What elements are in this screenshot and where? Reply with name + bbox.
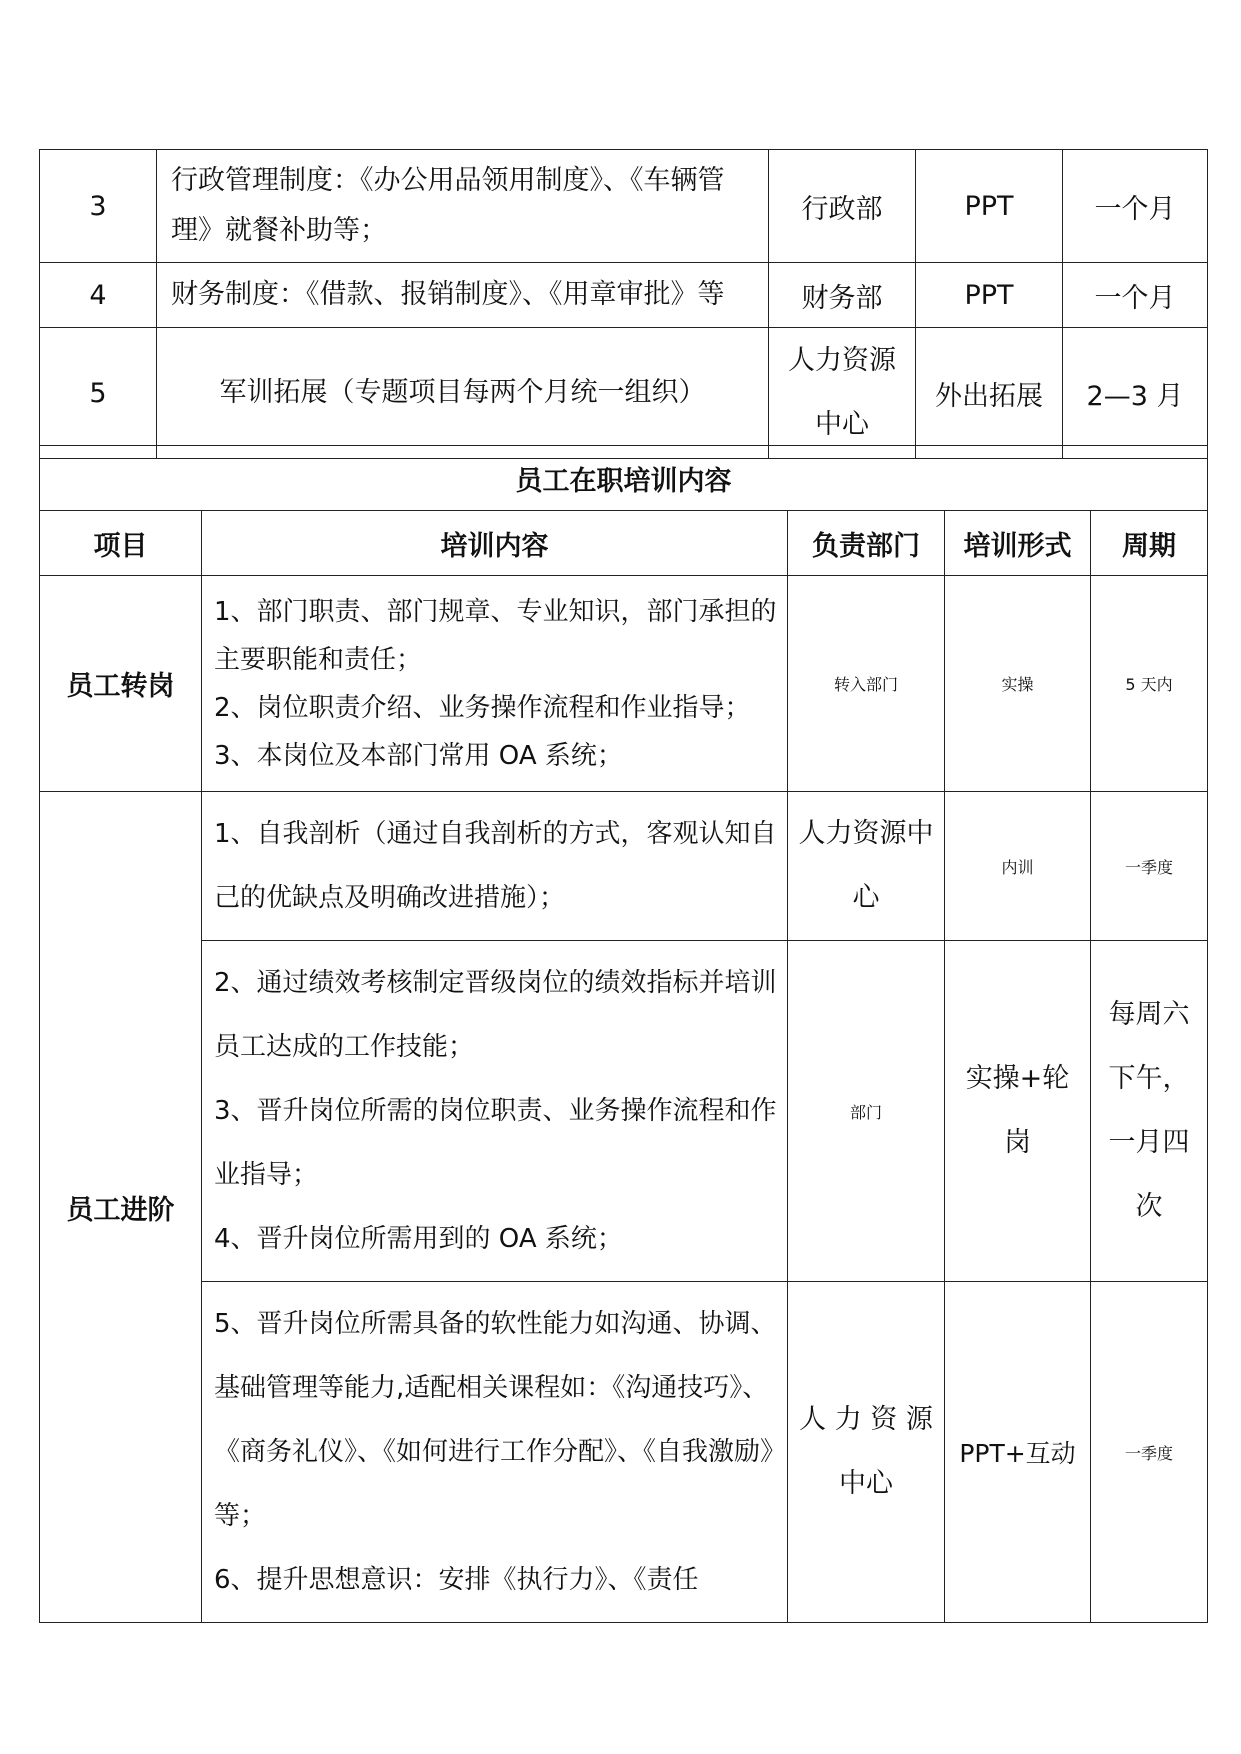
- content-line: 6、提升思想意识：安排《执行力》、《责任: [214, 1565, 699, 1595]
- training-period: 一季度: [1091, 792, 1208, 941]
- content-line: 2、岗位职责介绍、业务操作流程和作业指导；: [214, 692, 751, 723]
- responsible-dept: 人力资源中心: [769, 328, 916, 459]
- training-content: 军训拓展（专题项目每两个月统一组织）: [157, 328, 769, 459]
- table-row: [40, 263, 1208, 328]
- header-period: 周期: [1091, 511, 1208, 576]
- training-form: 外出拓展: [916, 328, 1063, 459]
- row-number: 3: [40, 150, 157, 263]
- item-label: 员工转岗: [40, 576, 202, 792]
- training-content: 财务制度：《借款、报销制度》、《用章审批》等: [157, 263, 769, 328]
- training-form: 实操: [945, 576, 1091, 792]
- training-period: 一个月: [1063, 263, 1208, 328]
- content-line: 3、本岗位及本部门常用 OA 系统；: [214, 740, 623, 771]
- training-content: [202, 576, 788, 792]
- table-row: [40, 792, 1208, 941]
- table-row: [40, 576, 1208, 792]
- training-period: 2—3 月: [1063, 328, 1208, 459]
- training-period: 一个月: [1063, 150, 1208, 263]
- training-content: [202, 941, 788, 1282]
- training-form: PPT+互动: [945, 1282, 1091, 1623]
- header-row: [40, 511, 1208, 576]
- training-period: 每周六下午，一月四次: [1091, 941, 1208, 1282]
- training-content: [202, 1282, 788, 1623]
- onboarding-training-table: [39, 149, 1208, 459]
- table-row: [40, 150, 1208, 263]
- responsible-dept: 行政部: [769, 150, 916, 263]
- table-row: [40, 1282, 1208, 1623]
- training-content: [202, 792, 788, 941]
- content-line: 2、通过绩效考核制定晋级岗位的绩效指标并培训员工达成的工作技能；: [214, 968, 777, 1062]
- header-item: 项目: [40, 511, 202, 576]
- table-row: [40, 328, 1208, 459]
- row-number: 5: [40, 328, 157, 459]
- training-form: PPT: [916, 150, 1063, 263]
- training-form: 内训: [945, 792, 1091, 941]
- in-service-training-table: [39, 445, 1208, 1623]
- training-period: 一季度: [1091, 1282, 1208, 1623]
- content-line: 4、晋升岗位所需用到的 OA 系统；: [214, 1224, 623, 1254]
- responsible-dept: 部门: [788, 941, 945, 1282]
- section-title: 员工在职培训内容: [40, 446, 1208, 511]
- training-content: 行政管理制度：《办公用品领用制度》、《车辆管理》就餐补助等；: [157, 150, 769, 263]
- training-form: 实操+轮岗: [945, 941, 1091, 1282]
- responsible-dept: 人力资源中心: [788, 792, 945, 941]
- content-line: 5、晋升岗位所需具备的软性能力如沟通、协调、基础管理等能力,适配相关课程如：《沟通技巧》、《商务礼仪》、《如何进行工作分配》、《自我激励》等；: [214, 1309, 777, 1531]
- header-content: 培训内容: [202, 511, 788, 576]
- header-form: 培训形式: [945, 511, 1091, 576]
- responsible-dept: 财务部: [769, 263, 916, 328]
- content-line: 1、部门职责、部门规章、专业知识，部门承担的主要职能和责任；: [214, 596, 777, 675]
- responsible-dept: 转入部门: [788, 576, 945, 792]
- content-line: 1、自我剖析（通过自我剖析的方式，客观认知自己的优缺点及明确改进措施）；: [214, 819, 777, 913]
- header-dept: 负责部门: [788, 511, 945, 576]
- table-row: [40, 941, 1208, 1282]
- section-title-row: [40, 446, 1208, 511]
- training-form: PPT: [916, 263, 1063, 328]
- item-label: 员工进阶: [40, 792, 202, 1623]
- row-number: 4: [40, 263, 157, 328]
- responsible-dept: 人 力 资 源中心: [788, 1282, 945, 1623]
- training-period: 5 天内: [1091, 576, 1208, 792]
- content-line: 3、晋升岗位所需的岗位职责、业务操作流程和作业指导；: [214, 1096, 777, 1190]
